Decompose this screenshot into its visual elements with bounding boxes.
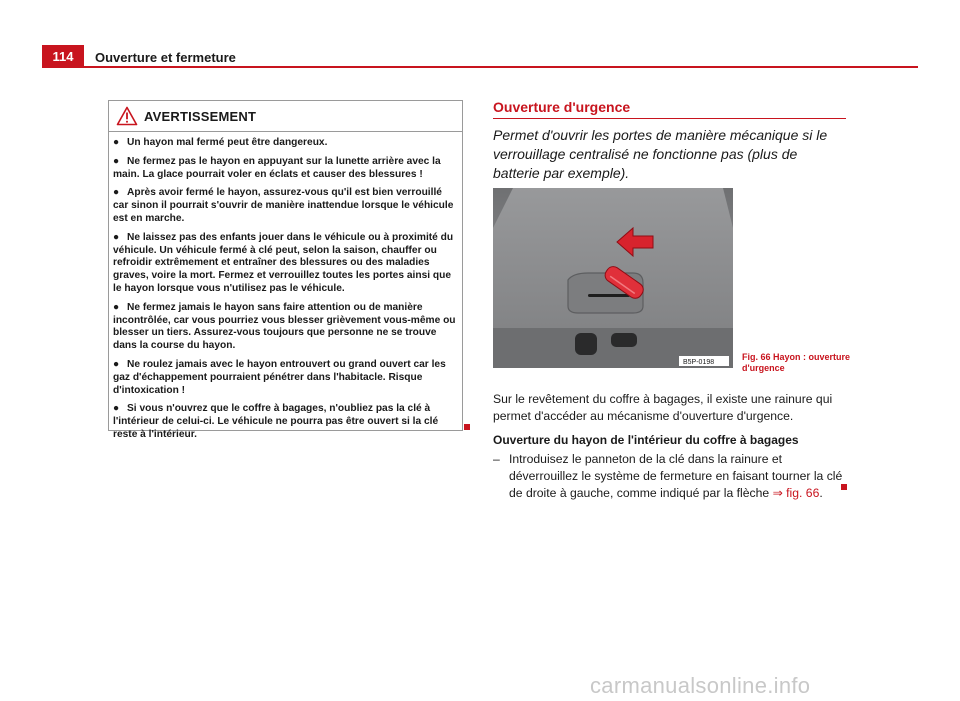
warning-item — [113, 156, 458, 182]
figure-tailgate-emergency-release — [493, 188, 733, 368]
warning-header — [109, 101, 462, 132]
instruction-step — [493, 451, 845, 502]
end-of-section-marker — [841, 484, 847, 490]
figure-reference-link[interactable]: ⇒ fig. 66 — [772, 486, 820, 500]
step-dash: – — [493, 452, 500, 466]
end-of-section-marker — [464, 424, 470, 430]
warning-item — [113, 137, 458, 150]
warning-item-text: Après avoir fermé le hayon, assurez-vous qu'il est bien verrouillé car sinon il pourrait s'ouvrir de manière inattendue lorsque le véhicule est en marche. — [113, 187, 454, 224]
warning-list — [109, 132, 462, 442]
bullet: ● — [113, 187, 120, 199]
tailgate-illustration — [493, 188, 733, 368]
warning-item-text: Si vous n'ouvrez que le coffre à bagages, n'oubliez pas la clé à l'intérieur de celui-ci. Le véhicule ne pourra pas être ouvert si la clé reste à l'intérieur. — [113, 403, 439, 440]
warning-item — [113, 403, 458, 441]
bullet: ● — [113, 403, 120, 415]
bullet: ● — [113, 301, 120, 313]
warning-title: AVERTISSEMENT — [144, 108, 257, 124]
bullet: ● — [113, 231, 120, 243]
page-number: 114 — [42, 45, 84, 67]
figure-caption: Fig. 66 Hayon : ouverture d'urgence — [742, 352, 851, 373]
warning-triangle-icon — [116, 106, 138, 126]
warning-item-text: Ne fermez jamais le hayon sans faire attention ou de manière incontrôlée, car vous pourriez vous blesser grièvement vous-même ou blesser un tiers. Assurez-vous toujours que personne ne se trouve dans la course du hayon. — [113, 301, 456, 352]
bullet: ● — [113, 155, 120, 167]
figure-code: B5P-0198 — [683, 359, 715, 366]
step-end: . — [819, 486, 823, 500]
warning-item — [113, 359, 458, 397]
bullet: ● — [113, 358, 120, 370]
header-rule — [42, 66, 918, 68]
warning-item-text: Ne roulez jamais avec le hayon entrouvert ou grand ouvert car les gaz d'échappement pourraient pénétrer dans l'habitacle. Risque d'intoxication ! — [113, 358, 446, 396]
subheading: Ouverture du hayon de l'intérieur du coffre à bagages — [493, 433, 799, 447]
page-header-title: Ouverture et fermeture — [95, 50, 236, 65]
section-title: Ouverture d'urgence — [493, 99, 631, 115]
body-paragraph: Sur le revêtement du coffre à bagages, il existe une rainure qui permet d'accéder au mécanisme d'ouverture d'urgence. — [493, 392, 833, 423]
section-intro: Permet d'ouvrir les portes de manière mécanique si le verrouillage centralisé ne fonctionne pas (plus de batterie par exemple). — [493, 127, 828, 181]
step-text: Introduisez le panneton de la clé dans la rainure et déverrouillez le système de fermeture en faisant tourner la clé de droite à gauche, comme indiqué par la flèche — [509, 452, 843, 500]
watermark: carmanualsonline.info — [590, 673, 811, 698]
warning-box — [108, 100, 463, 440]
warning-item — [113, 187, 458, 225]
warning-item-text: Ne fermez pas le hayon en appuyant sur la lunette arrière avec la main. La glace pourrait voler en éclats et causer des blessures ! — [113, 155, 441, 180]
step-text-container — [509, 451, 845, 502]
bullet: ● — [113, 137, 120, 148]
section-rule — [493, 118, 846, 119]
warning-item — [113, 232, 458, 296]
warning-item-text: Un hayon mal fermé peut être dangereux. — [127, 137, 328, 148]
warning-item — [113, 302, 458, 353]
warning-item-text: Ne laissez pas des enfants jouer dans le véhicule ou à proximité du véhicule. Un véhicule fermé à clé peut, selon la saison, chauffer ou refroidir extrêmement et entraîner des blessures ou des maladies graves, voire la mort. Fermez et verrouillez toutes les portes ainsi que le hayon lorsque vous n'utilisez pas le véhicule. — [113, 231, 454, 294]
